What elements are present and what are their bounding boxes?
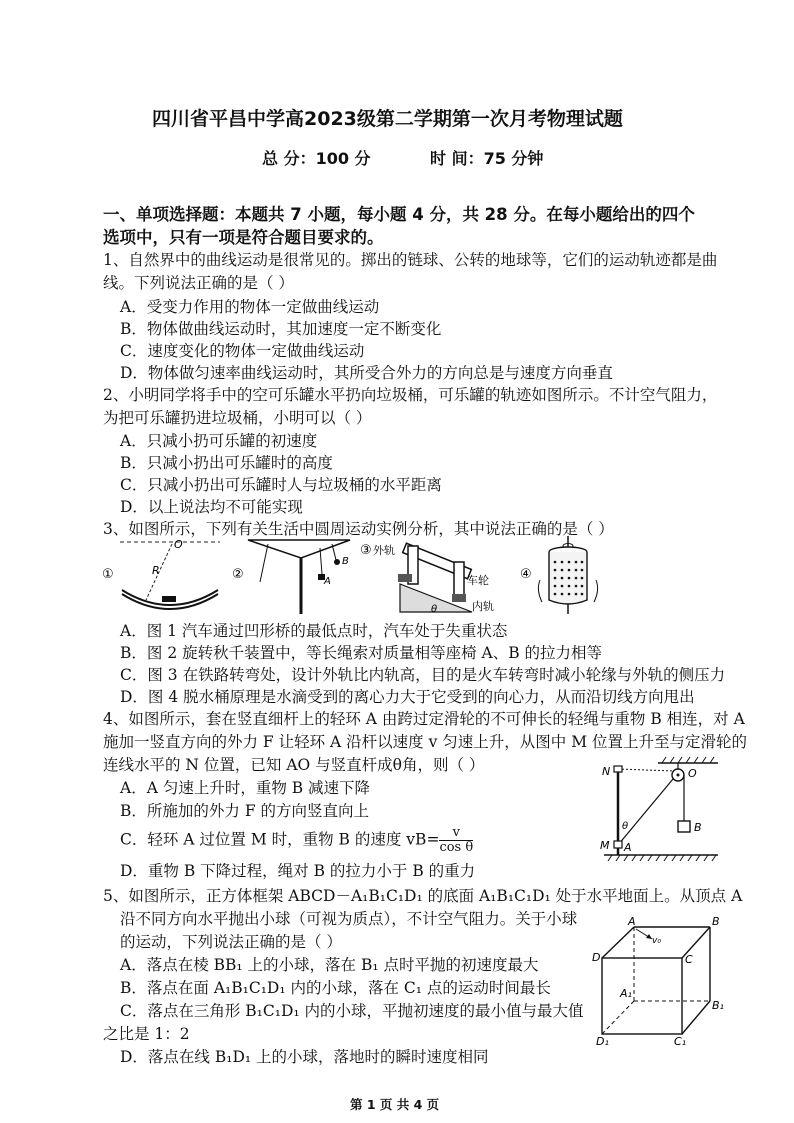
q2-option-b: B．只减小扔出可乐罐时的高度 <box>120 454 333 472</box>
page-title: 四川省平昌中学高2023级第二学期第一次月考物理试题 <box>152 108 623 130</box>
q5-stem: 5、如图所示，正方体框架 ABCD－A₁B₁C₁D₁ 的底面 A₁B₁C₁D₁ 处于水平地面上。从顶点 A <box>103 887 743 905</box>
q5-label-d1: D₁ <box>596 1035 609 1047</box>
q3-figure-1 <box>102 538 220 609</box>
q4-label-o: O <box>688 767 697 780</box>
q4-option-a: A．A 匀速上升时，重物 B 减速下降 <box>120 779 371 797</box>
fig2-number: ② <box>232 567 244 582</box>
total-score: 总 分：100 分 <box>262 149 371 168</box>
q3-figures <box>100 534 610 616</box>
q5-stem-cont: 沿不同方向水平抛出小球（可视为质点），不计空气阻力。关于小球 <box>120 910 578 928</box>
fig1-car <box>162 596 176 602</box>
q1-stem: 1、自然界中的曲线运动是很常见的。掷出的链球、公转的地球等，它们的运动轨迹都是曲 <box>103 251 718 269</box>
q5-stem-cont-2: 的运动，下列说法正确的是（ ） <box>120 933 342 951</box>
fig4-number: ④ <box>520 567 532 582</box>
fig2-label-b: B <box>342 556 349 567</box>
q4-label-m: M <box>600 839 610 852</box>
q4-option-c-fraction <box>439 826 473 855</box>
exam-time: 时 间：75 分钟 <box>430 149 544 168</box>
q4-figure <box>596 755 726 865</box>
q5-label-d: D <box>592 951 601 964</box>
fig3-wheel: 车轮 <box>467 574 489 587</box>
q1-option-a: A．受变力作用的物体一定做曲线运动 <box>120 298 380 316</box>
fraction-numerator: v <box>439 826 473 841</box>
q4-option-c-text: C．轻环 A 过位置 M 时，重物 B 的速度 vB= <box>120 830 440 849</box>
q1-option-d: D．物体做匀速率曲线运动时，其所受合外力的方向总是与速度方向垂直 <box>120 364 613 382</box>
q5-label-a1: A₁ <box>620 987 632 1000</box>
q5-figure <box>592 913 732 1047</box>
q1-option-c: C．速度变化的物体一定做曲线运动 <box>120 342 365 360</box>
q5-label-b1: B₁ <box>712 999 724 1012</box>
q5-label-c: C <box>685 953 693 966</box>
q4-label-b: B <box>694 821 702 834</box>
section-heading-cont: 选项中，只有一项是符合题目要求的。 <box>103 228 384 247</box>
q3-figure-3 <box>360 543 494 615</box>
fig3-outer-rail: 外轨 <box>373 544 395 557</box>
q2-stem-cont: 为把可乐罐扔进垃圾桶，小明可以（ ） <box>103 409 372 427</box>
q4-label-a: A <box>624 841 632 854</box>
q4-option-c <box>120 826 473 855</box>
q3-option-c: C．图 3 在铁路转弯处，设计外轨比内轨高，目的是火车转弯时减小轮缘与外轨的侧压力 <box>120 666 726 684</box>
q5-option-b: B．落点在面 A₁B₁C₁D₁ 内的小球，落在 C₁ 点的运动时间最长 <box>120 979 551 997</box>
fig1-number: ① <box>102 567 114 582</box>
fig1-label-o: O <box>174 538 183 551</box>
q1-option-b: B．物体做曲线运动时，其加速度一定不断变化 <box>120 320 442 338</box>
q5-label-c1: C₁ <box>674 1035 687 1047</box>
q2-option-a: A．只减小扔可乐罐的初速度 <box>120 432 318 450</box>
fig3-number: ③ <box>360 543 372 558</box>
q3-figure-4 <box>520 536 598 614</box>
q3-option-b: B．图 2 旋转秋千装置中，等长绳索对质量相等座椅 A、B 的拉力相等 <box>120 644 603 662</box>
q5-option-d: D．落点在线 B₁D₁ 上的小球，落地时的瞬时速度相同 <box>120 1048 489 1066</box>
q4-stem-cont-2: 连线水平的 N 位置，已知 AO 与竖直杆成θ角，则（ ） <box>103 756 485 774</box>
fig1-label-r: R <box>152 564 160 577</box>
page-number: 第 1 页 共 4 页 <box>350 1097 440 1112</box>
q5-option-c-cont: 之比是 1：2 <box>103 1025 190 1043</box>
q5-option-c: C．落点在三角形 B₁C₁D₁ 内的小球，平抛初速度的最小值与最大值 <box>120 1002 584 1020</box>
q3-figure-2 <box>232 540 350 614</box>
q4-stem-cont: 施加一竖直方向的外力 F 让轻环 A 沿杆以速度 v 匀速上升，从图中 M 位置上升至与定滑轮的 <box>103 733 747 751</box>
q3-stem: 3、如图所示，下列有关生活中圆周运动实例分析，其中说法正确的是（ ） <box>103 520 614 538</box>
q5-label-a: A <box>628 915 636 928</box>
q4-option-b: B．所施加的外力 F 的方向竖直向上 <box>120 802 370 820</box>
q2-option-d: D．以上说法均不可能实现 <box>120 498 303 516</box>
section-heading: 一、单项选择题：本题共 7 小题，每小题 4 分，共 28 分。在每小题给出的四个 <box>103 205 695 224</box>
q5-label-b: B <box>712 915 720 928</box>
fraction-denominator: cos θ <box>439 840 474 855</box>
fig2-label-a: A <box>324 576 331 587</box>
q4-option-d: D．重物 B 下降过程，绳对 B 的拉力小于 B 的重力 <box>120 862 476 880</box>
q4-stem: 4、如图所示，套在竖直细杆上的轻环 A 由跨过定滑轮的不可伸长的轻绳与重物 B 相连，对 A <box>103 710 745 728</box>
q2-stem: 2、小明同学将手中的空可乐罐水平扔向垃圾桶，可乐罐的轨迹如图所示。不计空气阻力， <box>103 386 718 404</box>
q5-label-v0: v₀ <box>652 936 661 946</box>
q3-option-a: A．图 1 汽车通过凹形桥的最低点时，汽车处于失重状态 <box>120 622 508 640</box>
q5-option-a: A．落点在棱 BB₁ 上的小球，落在 B₁ 点时平抛的初速度最大 <box>120 956 539 974</box>
q1-stem-cont: 线。下列说法正确的是（ ） <box>103 274 294 292</box>
q2-option-c: C．只减小扔出可乐罐时人与垃圾桶的水平距离 <box>120 476 442 494</box>
fig3-theta: θ <box>431 604 438 615</box>
q4-label-n: N <box>602 765 611 778</box>
q4-label-theta: θ <box>622 821 629 832</box>
fig3-inner-rail: 内轨 <box>472 600 494 613</box>
q3-option-d: D．图 4 脱水桶原理是水滴受到的离心力大于它受到的向心力，从而沿切线方向甩出 <box>120 688 695 706</box>
